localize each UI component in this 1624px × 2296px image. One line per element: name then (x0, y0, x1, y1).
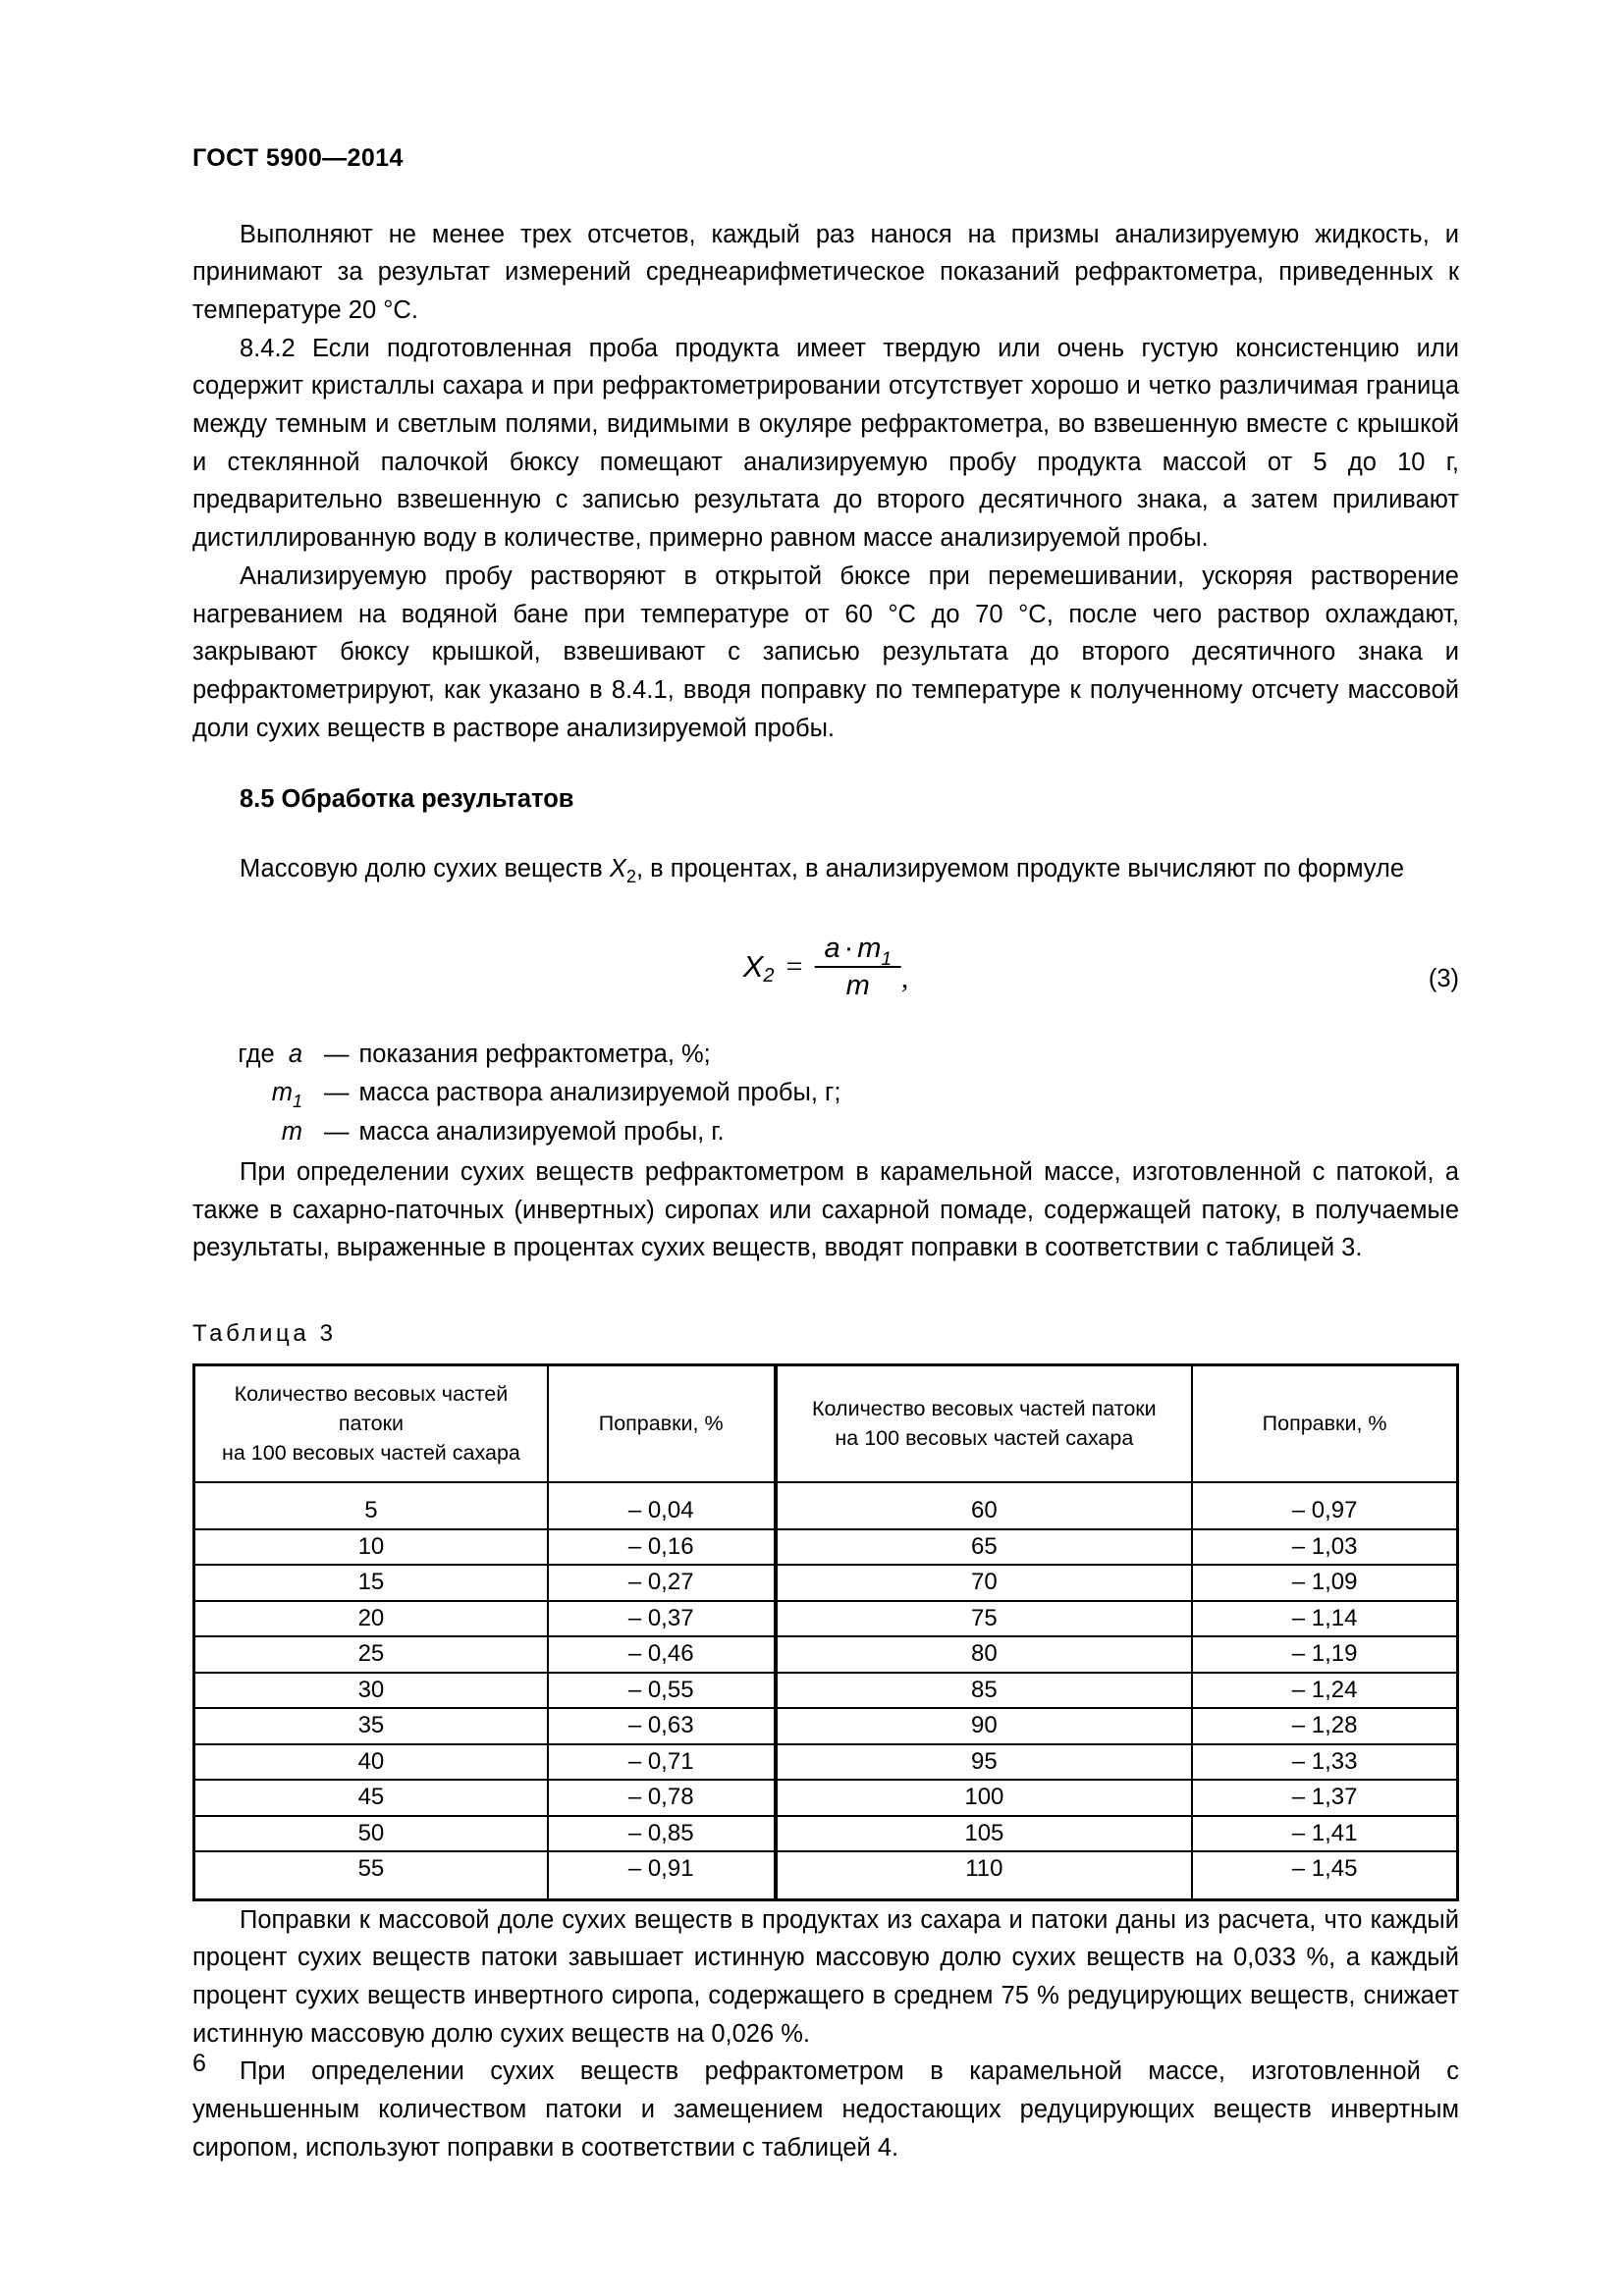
table-cell: – 0,63 (548, 1708, 776, 1744)
table-row (194, 1851, 1458, 1899)
formula-numerator (814, 932, 901, 970)
formula-expression (743, 934, 909, 1001)
table-cell: – 1,37 (1192, 1780, 1457, 1816)
table-cell: – 0,97 (1192, 1482, 1457, 1529)
table-header (194, 1365, 1458, 1483)
table-cell: – 0,91 (548, 1851, 776, 1899)
formula-lhs-variable: X (742, 949, 764, 985)
table-cell: 100 (776, 1780, 1193, 1816)
table-cell: 25 (194, 1636, 548, 1673)
table-row (194, 1482, 1458, 1529)
definition-row-m (192, 1113, 1459, 1151)
definition-dash-m: — (324, 1118, 350, 1147)
column-header-line2: на 100 весовых частей сахара (221, 1441, 520, 1466)
paragraph-sample-dissolution: Анализируемую пробу растворяют в открытой бюксе при перемешивании, ускоряя растворение нагреванием на водяной бане при температуре от 60 °С до 70 °С, после чего раствор охлаждают, закрывают бюксу крышкой, взвешивают с записью результата до второго десятичного знака и рефрактометрируют, как указано в 8.4.1, вводя поправку по температуре к полученному отсчету массовой доли сухих веществ в растворе анализируемой пробы. (192, 561, 1459, 742)
table-cell: 105 (776, 1816, 1193, 1852)
page-number: 6 (192, 2050, 206, 2077)
definition-dash-m1: — (324, 1078, 350, 1106)
table-cell: – 1,45 (1192, 1851, 1457, 1899)
definition-symbol-m1 (192, 1074, 302, 1114)
table-row (194, 1744, 1458, 1781)
table-cell: – 1,24 (1192, 1673, 1457, 1709)
formula-number: (3) (1428, 964, 1459, 992)
column-header-corrections-right (1192, 1365, 1457, 1483)
table-cell: – 0,04 (548, 1482, 776, 1529)
table-cell: 45 (194, 1780, 548, 1816)
table-cell: 90 (776, 1708, 1193, 1744)
corrections-table (192, 1363, 1459, 1901)
table-cell: 70 (776, 1565, 1193, 1601)
column-header-molasses-parts-left (194, 1365, 548, 1483)
definition-symbol-m (192, 1113, 302, 1151)
inline-variable-x: X (609, 855, 626, 883)
formula-numerator-a: a (824, 932, 840, 964)
table-caption-3: Таблица 3 (192, 1320, 337, 1348)
paragraph-measurement-procedure: Выполняют не менее трех отсчетов, каждый раз нанося на призмы анализируемую жидкость, и принимают за результат измерений среднеарифметическое показаний рефрактометра, приведенных к температуре 20 °С. (192, 220, 1459, 324)
table-body (194, 1482, 1458, 1899)
column-header-line2: на 100 весовых частей сахара (835, 1426, 1134, 1451)
table-header-row (194, 1365, 1458, 1483)
table-cell: 65 (776, 1529, 1193, 1566)
table-cell: – 0,71 (548, 1744, 776, 1781)
paragraph-clause-8-4-2: 8.4.2 Если подготовленная проба продукта имеет твердую или очень густую консистенцию или содержит кристаллы сахара и при рефрактометрировании отсутствует хорошо и четко различимая граница между темным и светлым полями, видимыми в окуляре рефрактометра, во взвешенную вместе с крышкой и стеклянной палочкой бюксу помещают анализируемую пробу продукта массой от 5 до 10 г, предварительно взвешенную с записью результата до второго десятичного знака, а затем приливают дистиллированную воду в количестве, примерно равном массе анализируемой пробы. (192, 334, 1459, 553)
table-cell: 5 (194, 1482, 548, 1529)
formula-numerator-m: m (857, 932, 882, 964)
definition-text-a: показания рефрактометра, %; (358, 1040, 711, 1068)
table-cell: 50 (194, 1816, 548, 1852)
table-cell: 80 (776, 1636, 1193, 1673)
table-row (194, 1565, 1458, 1601)
column-header-molasses-parts-right (776, 1365, 1193, 1483)
definition-symbol-m1-subscript: 1 (292, 1091, 302, 1111)
table-cell: – 1,03 (1192, 1529, 1457, 1566)
table-cell: – 0,85 (548, 1816, 776, 1852)
table-row (194, 1780, 1458, 1816)
table-cell: 60 (776, 1482, 1193, 1529)
table-cell: 20 (194, 1601, 548, 1637)
table-cell: 10 (194, 1529, 548, 1566)
table-cell: 110 (776, 1851, 1193, 1899)
table-cell: 35 (194, 1708, 548, 1744)
table-cell: – 0,27 (548, 1565, 776, 1601)
table-row (194, 1708, 1458, 1744)
formula-denominator: m (814, 966, 901, 1000)
formula-lhs-subscript: 2 (763, 964, 775, 987)
formula-block (192, 926, 1459, 1020)
table-cell: – 0,55 (548, 1673, 776, 1709)
table-row (194, 1601, 1458, 1637)
table-cell: – 1,28 (1192, 1708, 1457, 1744)
column-header-corrections-left (548, 1365, 776, 1483)
definition-row-m1 (192, 1074, 1459, 1114)
formula-trailing-comma: , (901, 962, 909, 994)
definition-text-m: масса анализируемой пробы, г. (358, 1118, 725, 1147)
table-cell: 95 (776, 1744, 1193, 1781)
table-row (194, 1636, 1458, 1673)
column-header-line1: Количество весовых частей патоки (234, 1382, 509, 1436)
formula-symbol-definitions (192, 1036, 1459, 1151)
definition-text-m1: масса раствора анализируемой пробы, г; (358, 1078, 841, 1106)
table-cell: 15 (194, 1565, 548, 1601)
formula-lead-text-part2: , в процентах, в анализируемом продукте вычисляют по формуле (635, 855, 1405, 883)
table-cell: – 0,78 (548, 1780, 776, 1816)
table-cell: – 1,33 (1192, 1744, 1457, 1781)
page-content (192, 145, 1459, 2166)
table-cell: – 0,46 (548, 1636, 776, 1673)
table-cell: 30 (194, 1673, 548, 1709)
table-cell: 85 (776, 1673, 1193, 1709)
definition-symbol-m-glyph: m (281, 1118, 302, 1147)
formula-equals-sign: = (785, 950, 803, 984)
formula-numerator-dot: · (843, 932, 854, 964)
definition-symbol-a-glyph: a (288, 1040, 302, 1068)
definition-symbol-a (192, 1036, 302, 1074)
table-cell: 75 (776, 1601, 1193, 1637)
inline-variable-x-subscript: 2 (625, 867, 636, 887)
table-cell: – 0,16 (548, 1529, 776, 1566)
table-cell: – 0,37 (548, 1601, 776, 1637)
paragraph-corrections-reference: При определении сухих веществ рефрактометром в карамельной массе, изготовленной с патокой, а также в сахарно-паточных (инвертных) сиропах или сахарной помаде, содержащей патоку, в получаемые результаты, выраженные в процентах сухих веществ, вводят поправки в соответствии с таблицей 3. (192, 1157, 1459, 1262)
formula-fraction (814, 934, 901, 1001)
definition-dash-a: — (324, 1040, 350, 1068)
table-cell: – 1,14 (1192, 1601, 1457, 1637)
formula-lead-text-part1: Массовую долю сухих веществ (240, 855, 610, 883)
table-row (194, 1816, 1458, 1852)
definition-row-a (192, 1036, 1459, 1074)
formula-numerator-m-subscript: 1 (881, 948, 893, 970)
column-header-line1: Поправки, % (1262, 1412, 1387, 1436)
table-cell: – 1,09 (1192, 1565, 1457, 1601)
where-label: где (238, 1040, 275, 1068)
table-cell: – 1,19 (1192, 1636, 1457, 1673)
definition-symbol-m1-glyph: m (271, 1078, 293, 1106)
paragraph-corrections-basis: Поправки к массовой доле сухих веществ в продуктах из сахара и патоки даны из расчета, что каждый процент сухих веществ патоки завышает истинную массовую долю сухих веществ на 0,033 %, а каждый процент сухих веществ инвертного сиропа, содержащего в среднем 75 % редуцирующих веществ, снижает истинную массовую долю сухих веществ на 0,026 %. (192, 1905, 1459, 2048)
table-cell: 55 (194, 1851, 548, 1899)
table-cell: 40 (194, 1744, 548, 1781)
document-header-standard-number: ГОСТ 5900—2014 (192, 144, 404, 172)
section-heading-8-5: 8.5 Обработка результатов (240, 785, 574, 814)
column-header-line1: Количество весовых частей патоки (812, 1397, 1157, 1421)
table-row (194, 1529, 1458, 1566)
column-header-line1: Поправки, % (598, 1412, 724, 1436)
paragraph-table-4-reference: При определении сухих веществ рефрактометром в карамельной массе, изготовленной с уменьшенным количеством патоки и замещением недостающих редуцирующих веществ инвертным сиропом, используют поправки в соответствии с таблицей 4. (192, 2057, 1459, 2162)
table-cell: – 1,41 (1192, 1816, 1457, 1852)
paragraph-formula-lead-in (192, 850, 1459, 896)
table-row (194, 1673, 1458, 1709)
